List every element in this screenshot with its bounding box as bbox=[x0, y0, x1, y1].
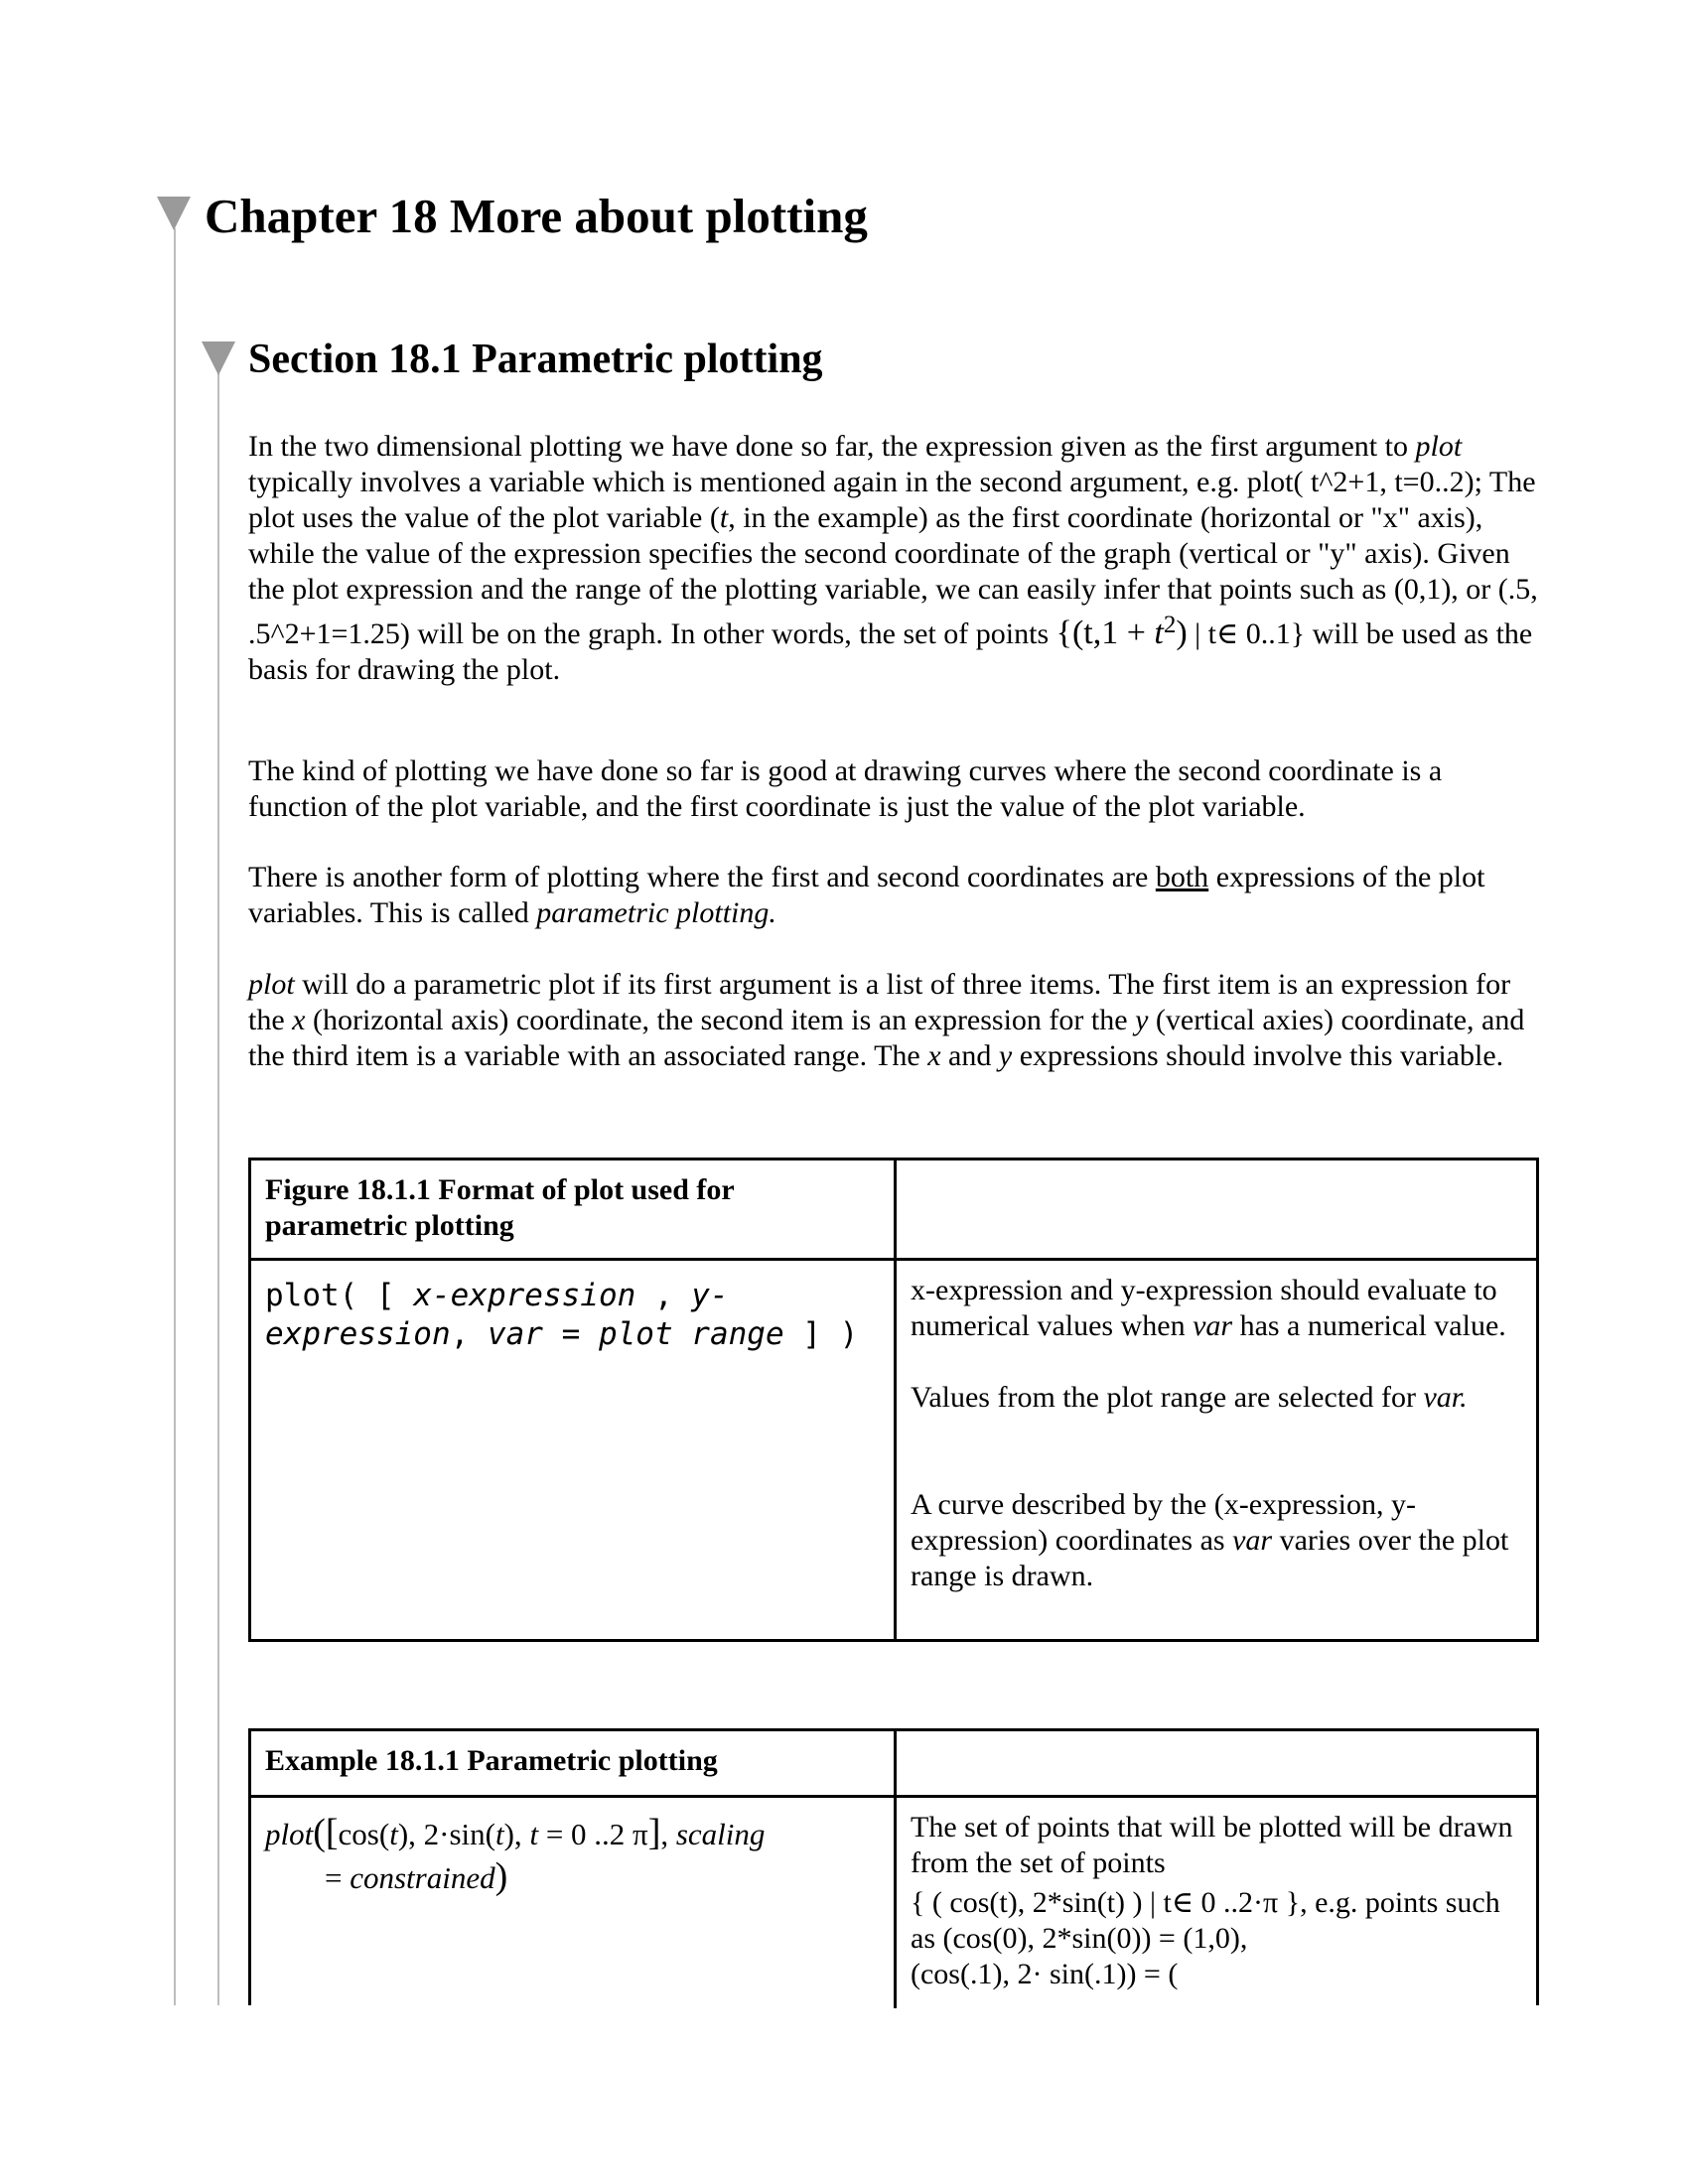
figure-table bbox=[248, 1158, 1539, 1642]
chapter-title: Chapter 18 More about plotting bbox=[205, 189, 868, 243]
example-table bbox=[248, 1728, 1539, 2005]
intro-paragraph-1: In the two dimensional plotting we have done so far, the expression given as the first argument to plot typically involves a variable which is mentioned again in the second argument, e.g. plot( t^2+1, t=0..2); The plot uses the value of the plot variable (t, in the example) as the first coordinate (horizontal or "x" axis), while the value of the expression specifies the second coordinate of the graph (vertical or "y" axis). Given the plot expression and the range of the plotting variable, we can easily infer that points such as (0,1), or (.5, .5^2+1=1.25) will be on the graph. In other words, the set of points {$(t,1 + t^2)$ | t∈ 0..1} will be used as the basis for drawing the plot. bbox=[248, 430, 1538, 686]
example-desc-3: (cos(.1), 2· sin(.1)) = ( bbox=[911, 1958, 1179, 1990]
example-desc-2: { ( cos(t), 2*sin(t) ) | t∈ 0 ..2·π }, e.g. points such as (cos(0), 2*sin(0)) = (1,0), bbox=[911, 1886, 1500, 1955]
figure-description bbox=[897, 1261, 1536, 1639]
section-outline-bar bbox=[217, 373, 219, 2005]
chapter-collapse-triangle-icon[interactable] bbox=[157, 197, 191, 230]
figure-desc-1: x-expression and y-expression should evaluate to numerical values when var has a numerical value. bbox=[911, 1274, 1506, 1342]
example-header-empty bbox=[897, 1731, 1536, 1795]
chapter-outline-bar bbox=[174, 228, 176, 2005]
example-description bbox=[897, 1798, 1536, 2008]
example-desc-1: The set of points that will be plotted will be drawn from the set of points bbox=[911, 1811, 1513, 1879]
set-notation: {$(t,1 + t^2)$ | t∈ 0..1} bbox=[1055, 612, 1306, 651]
section-collapse-triangle-icon[interactable] bbox=[202, 341, 235, 375]
example-code: plot([cos(t), 2·sin(t), t = 0 ..2 π], scaling = constrained) bbox=[251, 1798, 897, 2008]
section-title: Section 18.1 Parametric plotting bbox=[248, 337, 823, 382]
figure-header-empty bbox=[897, 1160, 1536, 1258]
figure-title: Figure 18.1.1 Format of plot used for parametric plotting bbox=[251, 1160, 897, 1258]
intro-paragraph-2: The kind of plotting we have done so far is good at drawing curves where the second coordinate is a function of the plot variable, and the first coordinate is just the value of the plot variable. bbox=[248, 754, 1443, 823]
intro-paragraph-4: plot will do a parametric plot if its first argument is a list of three items. The first item is an expression for the x (horizontal axis) coordinate, the second item is an expression for the y (vertical axies) coordinate, and the third item is a variable with an associated range. The x and y expressions should involve this variable. bbox=[248, 968, 1525, 1072]
figure-desc-2: Values from the plot range are selected for var. bbox=[911, 1381, 1468, 1414]
figure-desc-3: A curve described by the (x-expression, y-expression) coordinates as var varies over the plot range is drawn. bbox=[911, 1488, 1509, 1592]
example-title: Example 18.1.1 Parametric plotting bbox=[251, 1731, 897, 1795]
intro-paragraph-3: There is another form of plotting where the first and second coordinates are both expressions of the plot variables. This is called parametric plotting. bbox=[248, 861, 1485, 929]
figure-code: plot( [ x-expression , y-expression, var = plot range ] ) bbox=[251, 1261, 897, 1639]
